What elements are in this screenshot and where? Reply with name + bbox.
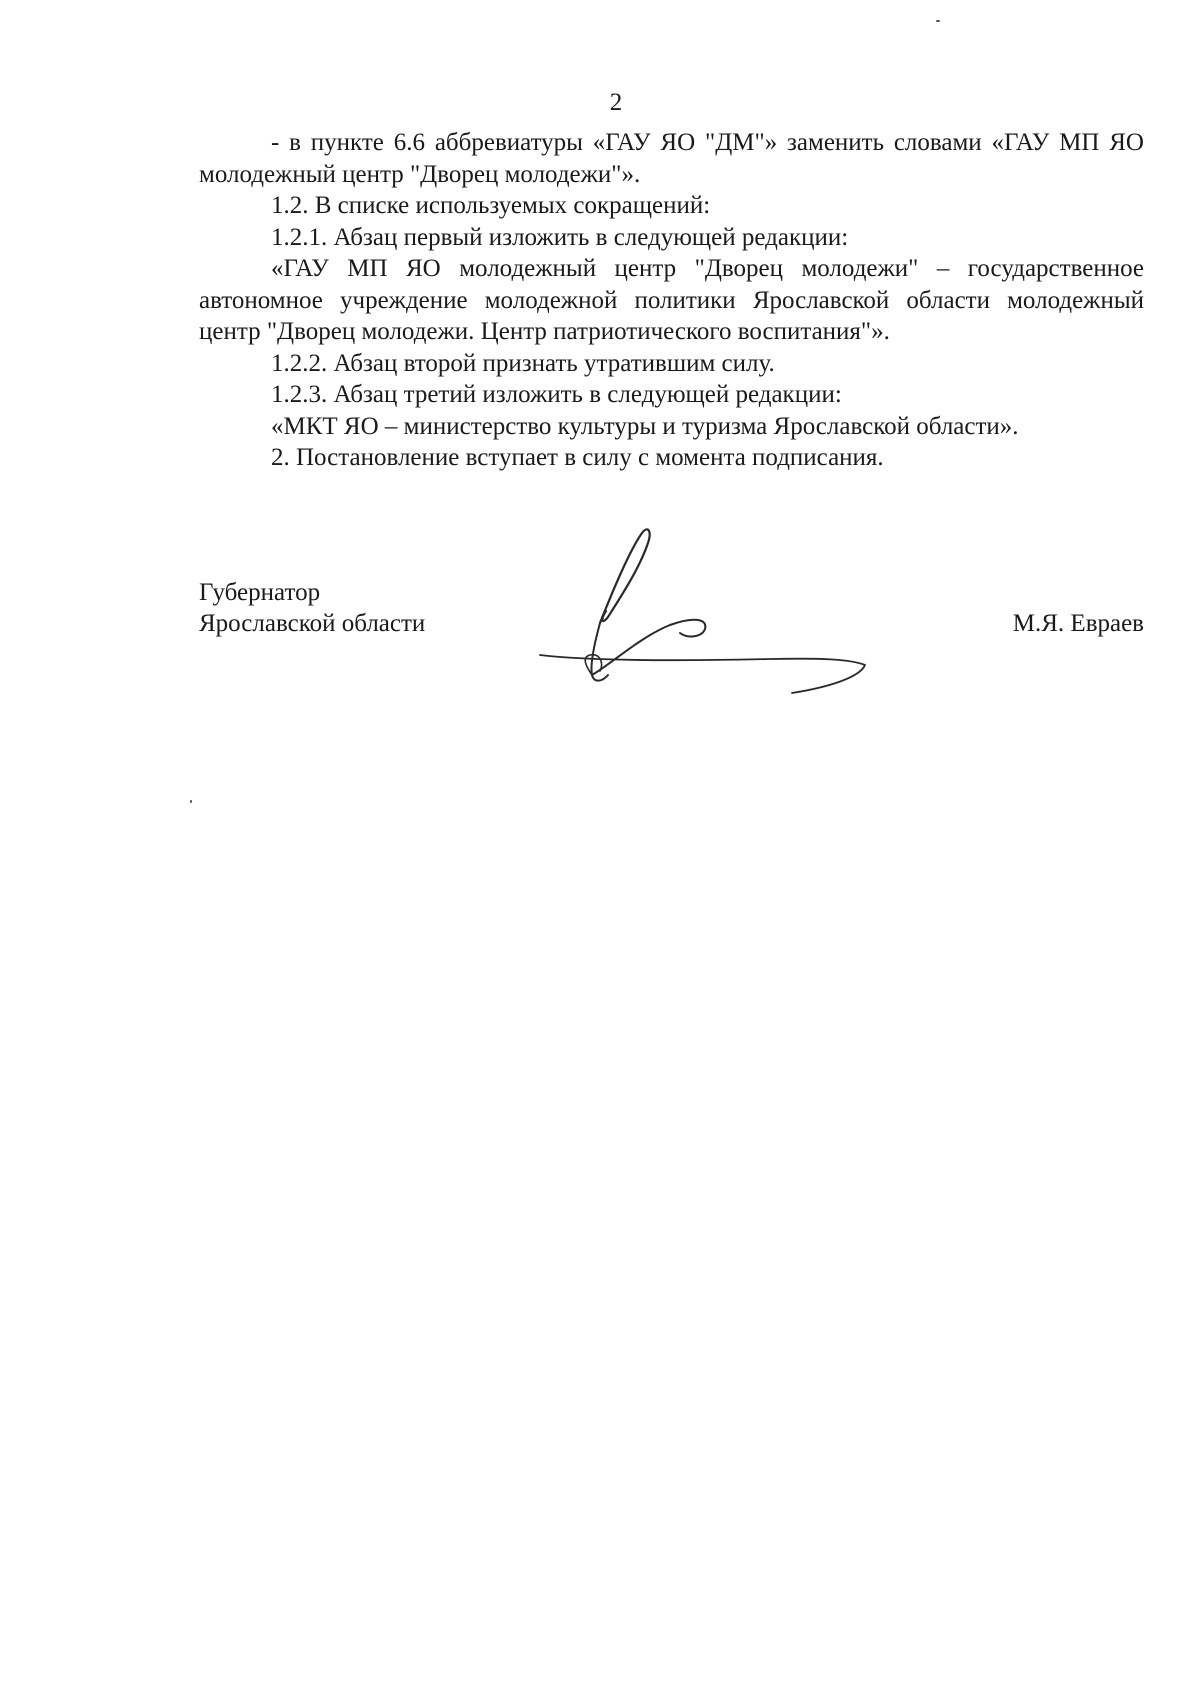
scan-speck	[936, 20, 940, 22]
paragraph-1-2-3: 1.2.3. Абзац третий изложить в следующей редакции:	[271, 381, 842, 408]
paragraph-1-2-2: 1.2.2. Абзац второй признать утратившим силу.	[271, 349, 775, 377]
handwritten-signature	[530, 525, 910, 700]
paragraph-definition-gau: «ГАУ МП ЯО молодежный центр "Дворец молодежи" – государственное автономное учреждение молодежной политики Ярославской области молодежный центр "Дворец молодежи. Центр патриотического воспитания"».	[199, 255, 1144, 345]
page-number: 2	[609, 89, 623, 116]
signer-title-line-2: Ярославской области	[199, 610, 426, 637]
paragraph-2-effective: 2. Постановление вступает в силу с момента подписания.	[271, 444, 884, 471]
document-body	[199, 127, 1144, 474]
paragraph-1-2-1: 1.2.1. Абзац первый изложить в следующей редакции:	[271, 223, 849, 251]
paragraph-definition-mkt: «МКТ ЯО – министерство культуры и туризма Ярославской области».	[271, 412, 1019, 440]
signer-title-line-1: Губернатор	[199, 579, 321, 606]
signer-name: М.Я. Евраев	[1012, 610, 1144, 637]
scan-speck	[190, 800, 192, 803]
paragraph-1-2: 1.2. В списке используемых сокращений:	[271, 192, 711, 219]
paragraph-amendment-6-6: - в пункте 6.6 аббревиатуры «ГАУ ЯО "ДМ"» заменить словами «ГАУ МП ЯО молодежный центр "Дворец молодежи"».	[199, 129, 1144, 188]
signer-title	[199, 577, 425, 639]
